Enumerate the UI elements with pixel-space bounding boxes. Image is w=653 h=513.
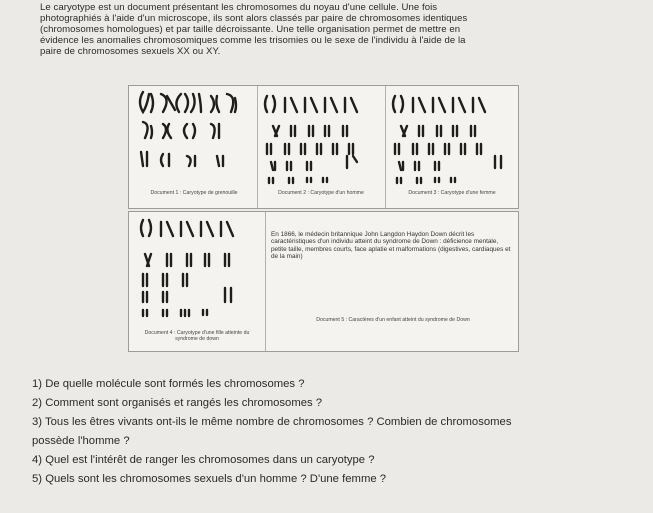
question-number: 4)	[32, 454, 43, 466]
karyotype-panel-top	[128, 85, 519, 209]
intro-line: photographiés à l'aide d'un microscope, ils sont alors classés par paire de chromosomes identiques	[40, 13, 468, 24]
divider	[265, 212, 266, 351]
question-number: 1)	[32, 378, 43, 390]
woman-karyotype-image	[385, 86, 518, 194]
question-item	[32, 375, 648, 394]
question-item	[32, 413, 648, 432]
down-syndrome-karyotype-image	[129, 212, 265, 328]
question-number: 3)	[32, 416, 43, 428]
intro-line: (chromosomes homologues) et par taille décroissante. Une telle organisation permet de mettre en	[40, 24, 461, 35]
doc4-caption: Document 4 : Caryotype d'une fille atteinte du syndrome de down	[144, 330, 250, 342]
doc2-caption: Document 2 : Caryotype d'un homme	[278, 190, 364, 196]
question-item	[32, 451, 648, 470]
intro-line: paire de chromosomes sexuels XX ou XY.	[40, 46, 221, 57]
intro-paragraph	[40, 2, 646, 57]
frog-karyotype-image	[129, 86, 257, 194]
karyotype-panel-bottom	[128, 211, 519, 352]
intro-line: Le caryotype est un document présentant les chromosomes du noyau d'une cellule. Une fois	[40, 2, 438, 13]
doc5-description: En 1866, le médecin britannique John Langdon Haydon Down décrit les caractéristiques d'un individu atteint du syndrome de Down : déficience mentale, petite taille, membres courts, face aplatie et malformations (digestives, cardiaques et de la main)	[271, 231, 511, 260]
doc1-caption: Document 1 : Caryotype de grenouille	[150, 190, 238, 196]
question-item	[32, 470, 648, 489]
intro-line: évidence les anomalies chromosomiques comme les trisomies ou le sexe de l'individu à l'aide de la	[40, 35, 466, 46]
question-text: De quelle molécule sont formés les chromosomes ?	[45, 378, 305, 390]
man-karyotype-image	[257, 86, 385, 194]
question-item	[32, 432, 648, 451]
question-text: Tous les êtres vivants ont-ils le même nombre de chromosomes ? Combien de chromosomes	[44, 416, 512, 428]
doc5-caption: Document 5 : Caractères d'un enfant atteint du syndrome de Down	[316, 317, 470, 323]
question-item	[32, 394, 648, 413]
question-text: Quel est l'intérêt de ranger les chromosomes dans un caryotype ?	[45, 454, 375, 466]
question-number: 5)	[32, 473, 43, 485]
questions-list	[32, 375, 648, 489]
question-number: 2)	[32, 397, 43, 409]
question-text: possède l'homme ?	[32, 435, 130, 447]
question-text: Comment sont organisés et rangés les chromosomes ?	[45, 397, 323, 409]
doc3-caption: Document 3 : Caryotype d'une femme	[408, 190, 496, 196]
question-text: Quels sont les chromosomes sexuels d'un homme ? D'une femme ?	[45, 473, 387, 485]
